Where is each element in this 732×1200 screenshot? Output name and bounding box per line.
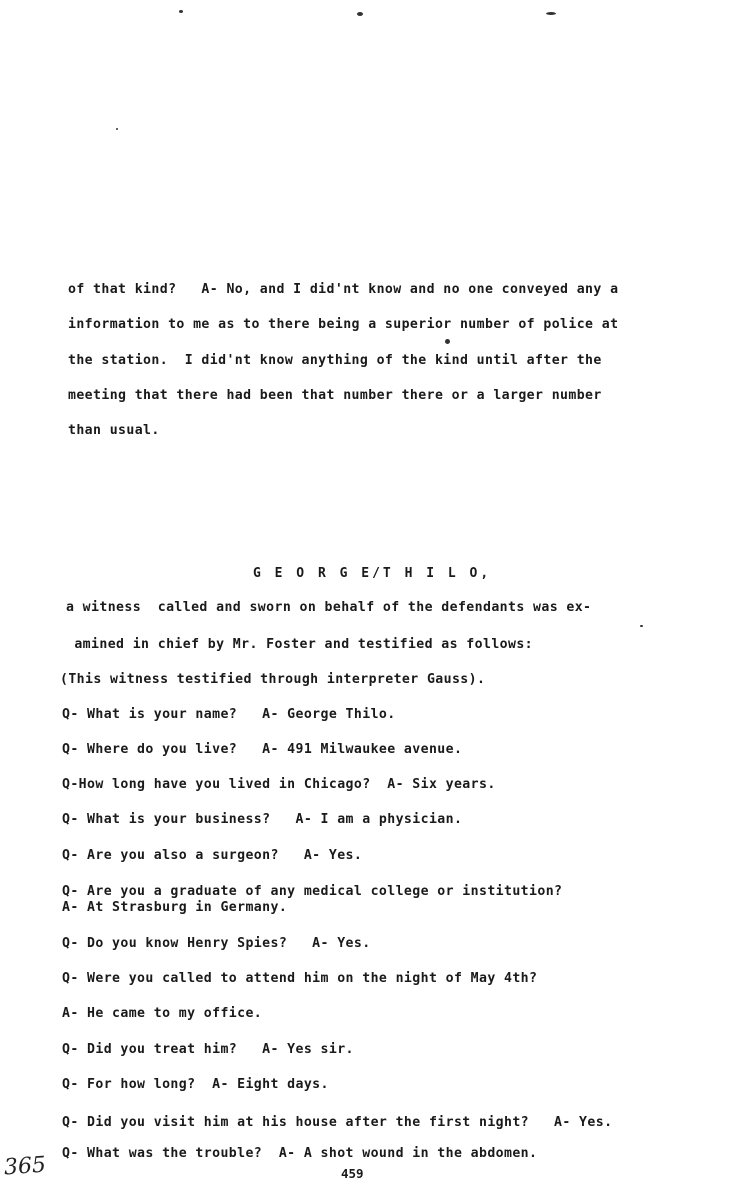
- scan-speck: [640, 625, 643, 627]
- witness-heading: G E O R G E/T H I L O,: [253, 566, 492, 581]
- intro-line: (This witness testified through interpreter Gauss).: [60, 672, 486, 687]
- intro-line: amined in chief by Mr. Foster and testified as follows:: [66, 637, 534, 652]
- page-number: 459: [341, 1166, 364, 1181]
- scan-speck: [445, 339, 450, 344]
- qa-line: A- At Strasburg in Germany.: [62, 900, 288, 915]
- qa-line: Q- Were you called to attend him on the night of May 4th?: [62, 971, 538, 986]
- scan-speck: [546, 12, 556, 15]
- qa-line: Q- Are you also a surgeon? A- Yes.: [62, 848, 363, 863]
- intro-line: a witness called and sworn on behalf of the defendants was ex-: [66, 600, 592, 615]
- paragraph-line: the station. I did'nt know anything of the kind until after the: [68, 353, 602, 368]
- qa-line: Q- Did you visit him at his house after the first night? A- Yes.: [62, 1115, 613, 1130]
- qa-line: Q- Do you know Henry Spies? A- Yes.: [62, 936, 371, 951]
- qa-line: Q- Are you a graduate of any medical college or institution?: [62, 884, 563, 899]
- qa-line: Q- Did you treat him? A- Yes sir.: [62, 1042, 354, 1057]
- paragraph-line: of that kind? A- No, and I did'nt know and no one conveyed any a: [68, 282, 619, 297]
- qa-line: Q- For how long? A- Eight days.: [62, 1077, 329, 1092]
- scan-speck: [116, 128, 118, 130]
- scan-speck: [179, 10, 183, 13]
- paragraph-line: meeting that there had been that number there or a larger number: [68, 388, 602, 403]
- qa-line: Q- Where do you live? A- 491 Milwaukee avenue.: [62, 742, 463, 757]
- scan-speck: [357, 12, 363, 16]
- paragraph-line: information to me as to there being a superior number of police at: [68, 317, 619, 332]
- paragraph-line: than usual.: [68, 423, 160, 438]
- qa-line: Q-How long have you lived in Chicago? A- Six years.: [62, 777, 496, 792]
- qa-line: A- He came to my office.: [62, 1006, 263, 1021]
- qa-line: Q- What is your name? A- George Thilo.: [62, 707, 396, 722]
- qa-line: Q- What is your business? A- I am a physician.: [62, 812, 463, 827]
- handwritten-margin-note: 365: [3, 1152, 47, 1181]
- qa-line: Q- What was the trouble? A- A shot wound in the abdomen.: [62, 1146, 538, 1161]
